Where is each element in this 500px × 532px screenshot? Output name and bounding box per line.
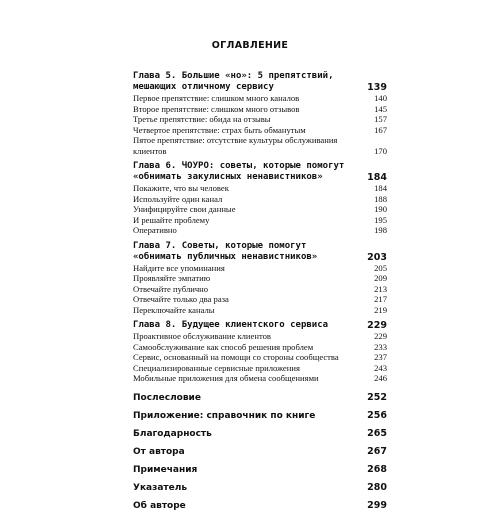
- item-title: И решайте проблему: [133, 214, 210, 225]
- toc-item: [133, 114, 387, 125]
- item-page: 243: [374, 362, 387, 373]
- entry-title: Об авторе: [133, 500, 186, 511]
- entry-page: 265: [367, 427, 387, 439]
- item-title: Переключайте каналы: [133, 304, 215, 315]
- chapter-page: 139: [367, 82, 387, 93]
- item-title: Мобильные приложения для обмена сообщениями: [133, 373, 319, 383]
- back-matter-entry: [133, 497, 387, 515]
- item-page: 198: [374, 225, 387, 235]
- entry-title: Указатель: [133, 482, 188, 493]
- item-title: Найдите все упоминания: [133, 262, 225, 273]
- entry-title: Благодарность: [133, 428, 212, 439]
- toc-item: [133, 363, 387, 374]
- chapter-title: Глава 8. Будущее клиентского сервиса: [133, 320, 329, 330]
- item-title: Отвечайте публично: [133, 283, 209, 294]
- toc-item: [133, 305, 387, 316]
- toc-item: [133, 294, 387, 305]
- entry-page: 268: [367, 463, 387, 475]
- chapter-5-entry: [133, 71, 387, 93]
- chapter-8-entry: [133, 320, 387, 331]
- toc-item: [133, 93, 387, 104]
- item-page: 190: [374, 204, 387, 214]
- entry-page: 252: [367, 391, 387, 403]
- entry-title: Послесловие: [133, 392, 201, 403]
- item-page: 213: [374, 283, 387, 294]
- toc-item: [133, 352, 387, 363]
- item-page: 219: [374, 304, 387, 315]
- item-title: Второе препятствие: слишком много отзывов: [133, 103, 300, 114]
- item-title: Пятое препятствие: отсутствие культуры обслуживания клиентов: [133, 135, 338, 156]
- item-page: 170: [374, 145, 387, 156]
- table-of-contents: [133, 66, 387, 515]
- toc-item: [133, 194, 387, 205]
- item-title: Специализированные сервисные приложения: [133, 362, 300, 373]
- chapter-7-entry: [133, 241, 387, 263]
- item-page: 205: [374, 262, 387, 273]
- entry-page: 256: [367, 409, 387, 421]
- entry-title: Примечания: [133, 464, 198, 475]
- item-title: Первое препятствие: слишком много каналов: [133, 93, 300, 103]
- back-matter-entry: [133, 425, 387, 443]
- back-matter-entry: [133, 407, 387, 425]
- item-title: Сервис, основанный на помощи со стороны сообщества: [133, 352, 339, 362]
- toc-item: [133, 373, 387, 384]
- item-title: Проявляйте эмпатию: [133, 273, 211, 283]
- item-page: 237: [374, 352, 387, 362]
- item-page: 209: [374, 273, 387, 283]
- toc-item: [133, 284, 387, 295]
- back-matter-entry: [133, 389, 387, 407]
- back-matter-entry: [133, 443, 387, 461]
- item-title: Самообслуживание как способ решения проблем: [133, 341, 314, 352]
- item-page: 188: [374, 193, 387, 204]
- item-page: 157: [374, 114, 387, 124]
- chapter-title: Глава 6. ЧОУРО: советы, которые помогут «обнимать закулисных ненавистников»: [133, 161, 345, 182]
- item-page: 229: [374, 331, 387, 341]
- chapter-6-entry: [133, 161, 387, 183]
- item-page: 140: [374, 93, 387, 103]
- chapter-page: 229: [367, 320, 387, 331]
- toc-item: [133, 263, 387, 274]
- chapter-title: Глава 5. Большие «но»: 5 препятствий, мешающих отличному сервису: [133, 71, 334, 92]
- back-matter-entry: [133, 461, 387, 479]
- item-page: 246: [374, 373, 387, 383]
- toc-item: [133, 183, 387, 194]
- item-page: 217: [374, 294, 387, 304]
- item-title: Проактивное обслуживание клиентов: [133, 331, 271, 341]
- entry-title: От автора: [133, 446, 185, 457]
- toc-item: [133, 104, 387, 115]
- item-title: Четвертое препятствие: страх быть обманутым: [133, 124, 306, 135]
- back-matter-entry: [133, 479, 387, 497]
- entry-page: 267: [367, 445, 387, 457]
- toc-item: [133, 135, 387, 156]
- item-title: Используйте один канал: [133, 193, 223, 204]
- toc-item: [133, 215, 387, 226]
- item-page: 233: [374, 341, 387, 352]
- entry-title: Приложение: справочник по книге: [133, 410, 316, 421]
- item-page: 184: [374, 183, 387, 193]
- toc-item: [133, 331, 387, 342]
- toc-item: [133, 342, 387, 353]
- item-title: Отвечайте только два раза: [133, 294, 229, 304]
- entry-page: 299: [367, 499, 387, 511]
- toc-item: [133, 125, 387, 136]
- toc-item: [133, 273, 387, 284]
- chapter-page: 203: [367, 251, 387, 263]
- entry-page: 280: [367, 481, 387, 493]
- item-title: Третье препятствие: обида на отзывы: [133, 114, 271, 124]
- item-page: 167: [374, 124, 387, 135]
- item-title: Унифицируйте свои данные: [133, 204, 236, 214]
- chapter-page: 184: [367, 172, 387, 183]
- item-page: 195: [374, 214, 387, 225]
- toc-heading: ОГЛАВЛЕНИЕ: [211, 40, 289, 51]
- item-page: 145: [374, 103, 387, 114]
- toc-item: [133, 225, 387, 236]
- item-title: Покажите, что вы человек: [133, 183, 229, 193]
- toc-item: [133, 204, 387, 215]
- item-title: Оперативно: [133, 225, 177, 235]
- chapter-title: Глава 7. Советы, которые помогут «обнимать публичных ненавистников»: [133, 240, 318, 262]
